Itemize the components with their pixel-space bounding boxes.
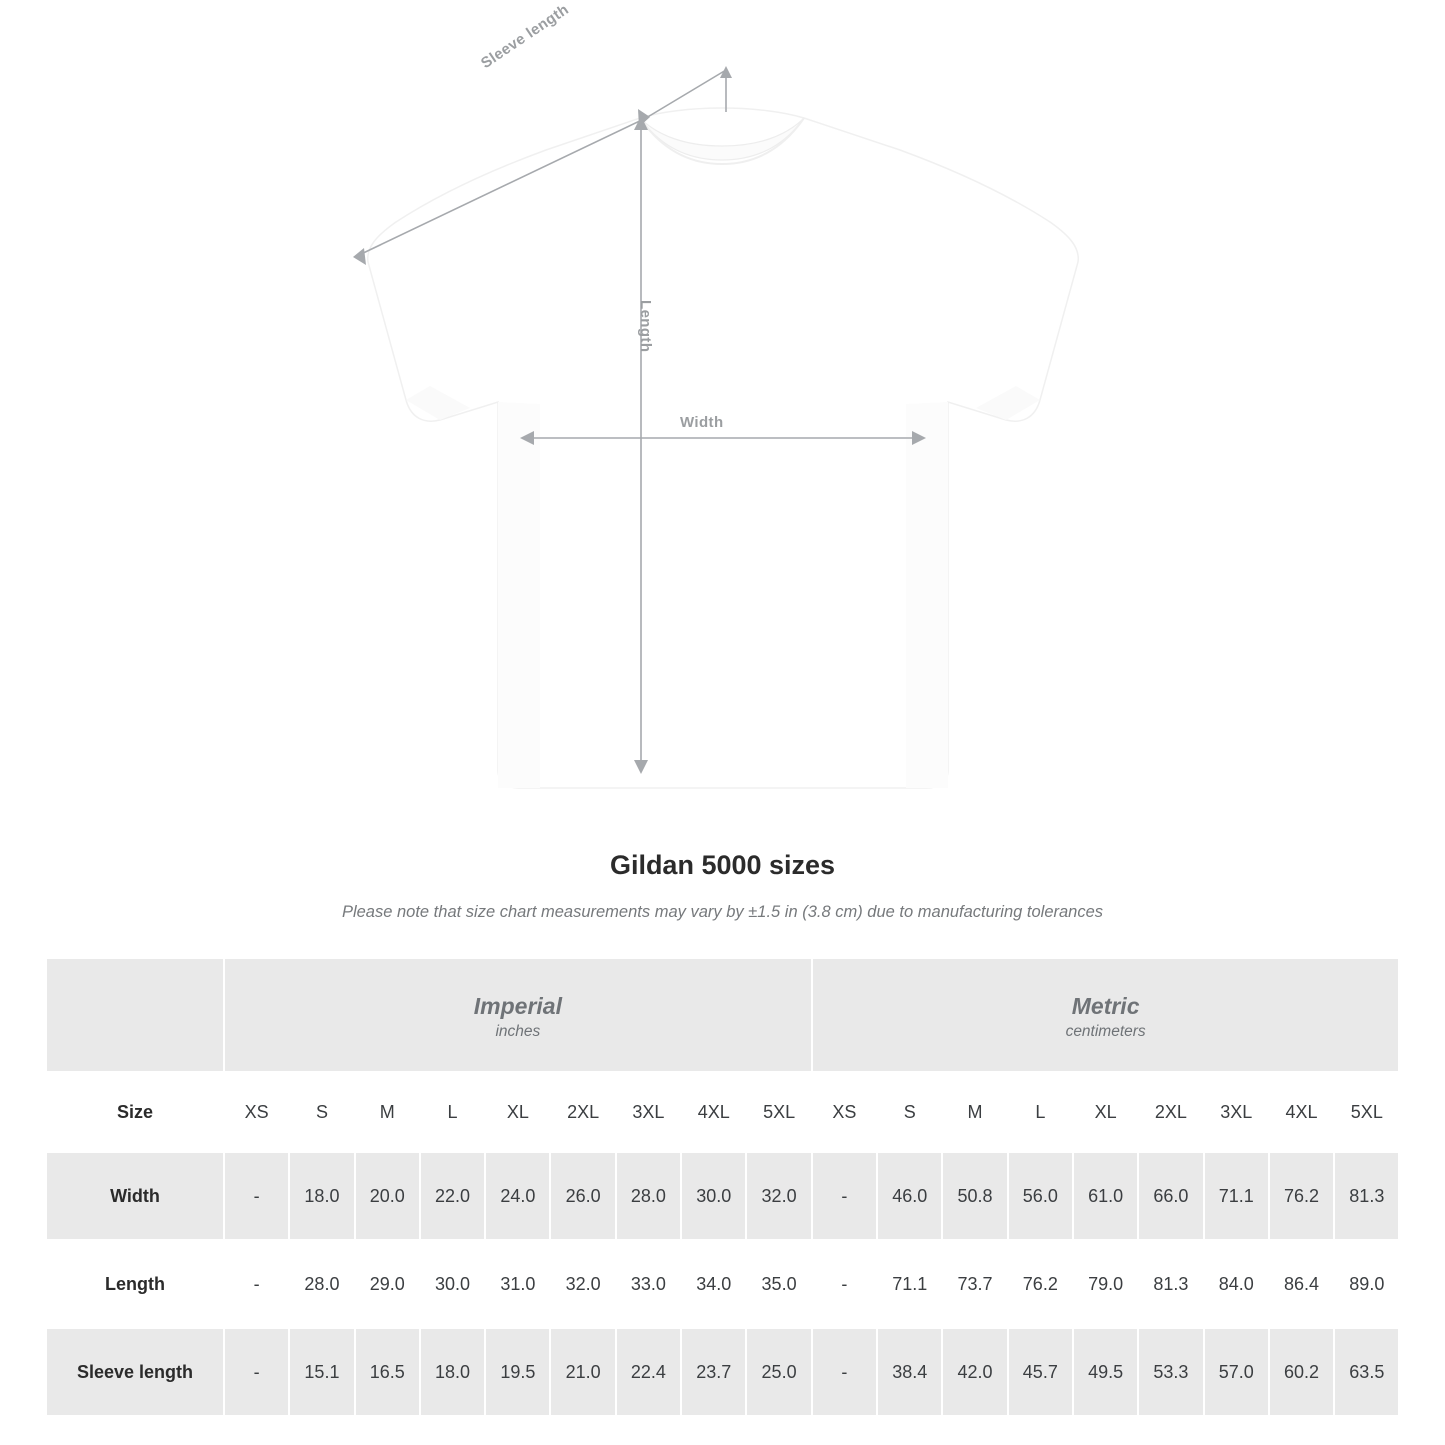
size-cell-metric-4xl: 4XL (1269, 1072, 1334, 1152)
sleeve-imperial-3xl: 22.4 (616, 1328, 681, 1416)
unit-header-imperial (224, 958, 812, 1072)
width-metric-m: 50.8 (942, 1152, 1007, 1240)
size-cell-metric-l: L (1008, 1072, 1073, 1152)
width-imperial-l: 22.0 (420, 1152, 485, 1240)
size-cell-imperial-m: M (355, 1072, 420, 1152)
size-cell-metric-2xl: 2XL (1138, 1072, 1203, 1152)
sleeve-imperial-4xl: 23.7 (681, 1328, 746, 1416)
size-cell-imperial-3xl: 3XL (616, 1072, 681, 1152)
length-metric-l: 76.2 (1008, 1240, 1073, 1328)
size-cell-metric-5xl: 5XL (1334, 1072, 1399, 1152)
unit-sub-imperial: inches (495, 1023, 541, 1041)
row-label-length: Length (46, 1240, 224, 1328)
width-metric-4xl: 76.2 (1269, 1152, 1334, 1240)
unit-header-blank (46, 958, 224, 1072)
width-metric-xl: 61.0 (1073, 1152, 1138, 1240)
sizes-row (46, 1072, 1399, 1152)
length-metric-m: 73.7 (942, 1240, 1007, 1328)
length-metric-5xl: 89.0 (1334, 1240, 1399, 1328)
tolerance-note: Please note that size chart measurements may vary by ±1.5 in (3.8 cm) due to manufacturing tolerances (341, 903, 1104, 921)
length-metric-s: 71.1 (877, 1240, 942, 1328)
sleeve-imperial-xs: - (224, 1328, 289, 1416)
sleeve-imperial-l: 18.0 (420, 1328, 485, 1416)
length-imperial-2xl: 32.0 (550, 1240, 615, 1328)
width-metric-l: 56.0 (1008, 1152, 1073, 1240)
sleeve-metric-2xl: 53.3 (1138, 1328, 1203, 1416)
size-cell-imperial-xl: XL (485, 1072, 550, 1152)
width-imperial-4xl: 30.0 (681, 1152, 746, 1240)
size-cell-metric-s: S (877, 1072, 942, 1152)
table-row (46, 1152, 1399, 1240)
width-metric-xs: - (812, 1152, 877, 1240)
unit-sub-metric: centimeters (1065, 1023, 1146, 1041)
unit-name-metric: Metric (1071, 992, 1140, 1019)
tshirt-shape (368, 108, 1079, 788)
row-label-width: Width (46, 1152, 224, 1240)
row-label-sleeve-length: Sleeve length (46, 1328, 224, 1416)
length-metric-3xl: 84.0 (1204, 1240, 1269, 1328)
sleeve-imperial-5xl: 25.0 (746, 1328, 811, 1416)
width-imperial-2xl: 26.0 (550, 1152, 615, 1240)
sleeve-metric-xs: - (812, 1328, 877, 1416)
length-imperial-5xl: 35.0 (746, 1240, 811, 1328)
size-cell-imperial-5xl: 5XL (746, 1072, 811, 1152)
table-row (46, 1240, 1399, 1328)
size-cell-metric-3xl: 3XL (1204, 1072, 1269, 1152)
length-metric-2xl: 81.3 (1138, 1240, 1203, 1328)
page-title: Gildan 5000 sizes (609, 850, 836, 880)
width-imperial-m: 20.0 (355, 1152, 420, 1240)
length-imperial-l: 30.0 (420, 1240, 485, 1328)
size-row-label: Size (46, 1072, 224, 1152)
sleeve-metric-s: 38.4 (877, 1328, 942, 1416)
unit-name-imperial: Imperial (473, 992, 562, 1019)
width-imperial-s: 18.0 (289, 1152, 354, 1240)
width-metric-3xl: 71.1 (1204, 1152, 1269, 1240)
size-cell-metric-m: M (942, 1072, 1007, 1152)
width-metric-5xl: 81.3 (1334, 1152, 1399, 1240)
length-imperial-xl: 31.0 (485, 1240, 550, 1328)
sleeve-imperial-2xl: 21.0 (550, 1328, 615, 1416)
sleeve-metric-l: 45.7 (1008, 1328, 1073, 1416)
sleeve-metric-5xl: 63.5 (1334, 1328, 1399, 1416)
length-metric-xl: 79.0 (1073, 1240, 1138, 1328)
sleeve-length-label: Sleeve length (478, 1, 572, 73)
size-cell-metric-xl: XL (1073, 1072, 1138, 1152)
length-label: Length (637, 300, 654, 353)
width-imperial-3xl: 28.0 (616, 1152, 681, 1240)
size-cell-imperial-s: S (289, 1072, 354, 1152)
length-metric-4xl: 86.4 (1269, 1240, 1334, 1328)
sleeve-metric-4xl: 60.2 (1269, 1328, 1334, 1416)
sleeve-imperial-m: 16.5 (355, 1328, 420, 1416)
width-metric-2xl: 66.0 (1138, 1152, 1203, 1240)
width-metric-s: 46.0 (877, 1152, 942, 1240)
length-imperial-s: 28.0 (289, 1240, 354, 1328)
width-imperial-5xl: 32.0 (746, 1152, 811, 1240)
length-metric-xs: - (812, 1240, 877, 1328)
width-imperial-xs: - (224, 1152, 289, 1240)
sleeve-imperial-s: 15.1 (289, 1328, 354, 1416)
size-cell-imperial-4xl: 4XL (681, 1072, 746, 1152)
size-cell-imperial-2xl: 2XL (550, 1072, 615, 1152)
length-imperial-3xl: 33.0 (616, 1240, 681, 1328)
sleeve-metric-xl: 49.5 (1073, 1328, 1138, 1416)
size-cell-imperial-l: L (420, 1072, 485, 1152)
sleeve-metric-m: 42.0 (942, 1328, 1007, 1416)
size-cell-metric-xs: XS (812, 1072, 877, 1152)
width-label: Width (680, 414, 724, 431)
unit-header-row (46, 958, 1399, 1072)
width-imperial-xl: 24.0 (485, 1152, 550, 1240)
size-table-wrapper (45, 957, 1400, 1417)
unit-header-metric (812, 958, 1400, 1072)
table-row (46, 1328, 1399, 1416)
sleeve-imperial-xl: 19.5 (485, 1328, 550, 1416)
length-imperial-xs: - (224, 1240, 289, 1328)
length-imperial-4xl: 34.0 (681, 1240, 746, 1328)
size-table (45, 957, 1400, 1417)
size-cell-imperial-xs: XS (224, 1072, 289, 1152)
sleeve-metric-3xl: 57.0 (1204, 1328, 1269, 1416)
length-imperial-m: 29.0 (355, 1240, 420, 1328)
